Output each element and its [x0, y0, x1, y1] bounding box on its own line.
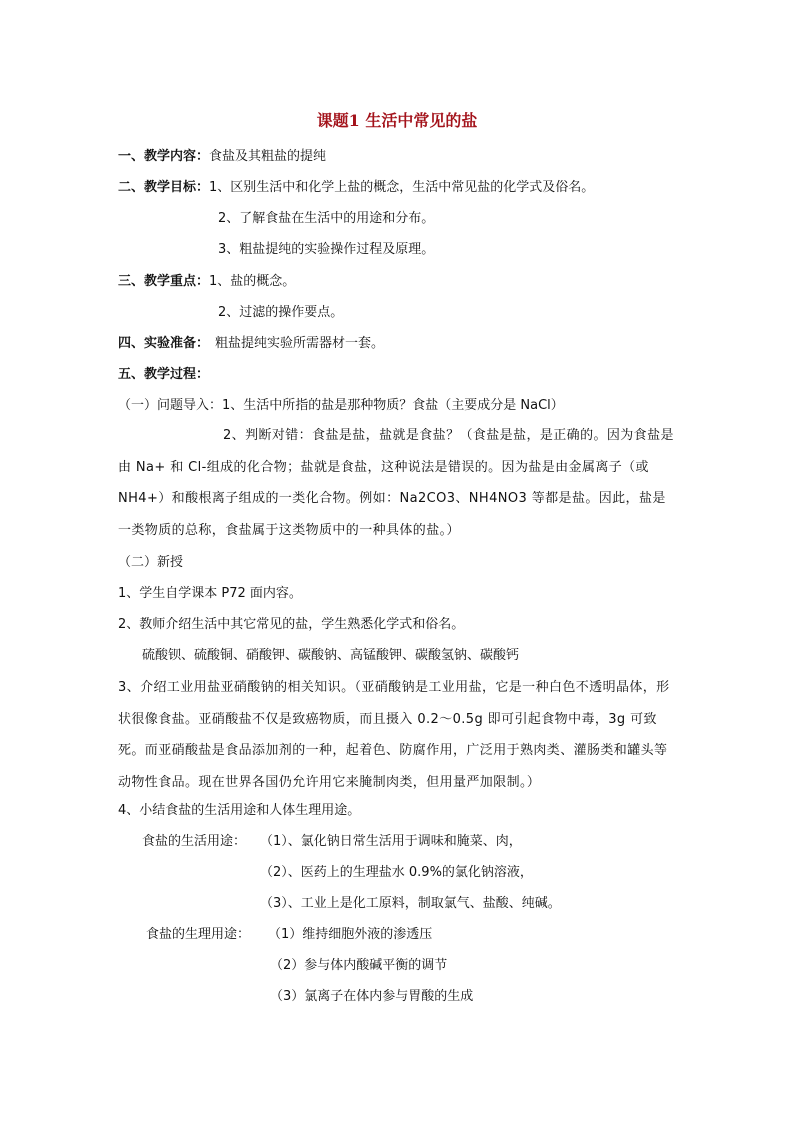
section-content: [118, 149, 326, 165]
section-heading: 四、实验准备：: [118, 336, 210, 351]
goal-item: 3、粗盐提纯的实验操作过程及原理。: [218, 242, 435, 257]
section-key-points: [118, 274, 295, 290]
section-text: 粗盐提纯实验所需器材一套。: [215, 336, 385, 351]
paragraph-intro: （一）问题导入：1、生活中所指的盐是那种物质？食盐（主要成分是 NaCl）: [118, 398, 564, 413]
goal-item: 1、区别生活中和化学上盐的概念，生活中常见盐的化学式及俗名。: [209, 180, 595, 195]
section-heading: 二、教学目标：: [118, 180, 210, 195]
section-text: 食盐及其粗盐的提纯: [209, 149, 327, 164]
key-point-item: 2、过滤的操作要点。: [218, 305, 344, 320]
life-use-label: 食盐的生活用途：: [142, 834, 247, 849]
key-point-item: 1、盐的概念。: [209, 274, 296, 289]
goal-item: 2、了解食盐在生活中的用途和分布。: [218, 211, 435, 226]
life-use-item: （3）、工业上是化工原料，制取氯气、盐酸、纯碱。: [260, 896, 561, 911]
bio-use-item: （3）氯离子在体内参与胃酸的生成: [270, 989, 474, 1004]
paragraph-subheading: （二）新授: [118, 555, 184, 570]
bio-use-item: （1）维持细胞外液的渗透压: [268, 927, 433, 942]
section-heading: 一、教学内容：: [118, 149, 210, 164]
bio-use-item: （2）参与体内酸碱平衡的调节: [270, 958, 448, 973]
section-heading: 五、教学过程：: [118, 367, 210, 382]
salt-list: 硫酸钡、硫酸铜、硝酸钾、碳酸钠、高锰酸钾、碳酸氢钠、碳酸钙: [142, 648, 520, 663]
life-use-item: （2）、医药上的生理盐水 0.9%的氯化钠溶液，: [260, 865, 533, 880]
bio-use-label: 食盐的生理用途：: [146, 927, 251, 942]
section-process: [118, 367, 209, 383]
paragraph-item: 1、学生自学课本 P72 面内容。: [118, 586, 302, 601]
paragraph-nitrite: 3、介绍工业用盐亚硝酸钠的相关知识。（亚硝酸钠是工业用盐，它是一种白色不透明晶体，形状很像食盐。亚硝酸盐不仅是致癌物质，而且摄入 0.2～0.5g 即可引起食物中毒，3g 可致死。而亚硝酸盐是食品添加剂的一种，起着色、防腐作用，广泛用于熟肉类、灌肠类和罐头等动物性食品。现在世界各国仍允许用它来腌制肉类，但用量严加限制。）: [118, 680, 670, 790]
section-heading: 三、教学重点：: [118, 274, 210, 289]
section-preparation: [118, 336, 384, 352]
life-use-item: （1）、氯化钠日常生活用于调味和腌菜、肉，: [260, 834, 522, 849]
section-goals: [118, 180, 594, 196]
paragraph-item: 4、小结食盐的生活用途和人体生理用途。: [118, 803, 361, 818]
page-title: 课题1 生活中常见的盐: [316, 111, 478, 130]
paragraph-item: 2、教师介绍生活中其它常见的盐，学生熟悉化学式和俗名。: [118, 617, 465, 632]
paragraph-judgement: 2、判断对错：食盐是盐，盐就是食盐？（食盐是盐，是正确的。因为食盐是由 Na+ 和 Cl-组成的化合物；盐就是食盐，这种说法是错误的。因为盐是由金属离子（或 NH4+）和酸根离子组成的一类化合物。例如：Na2CO3、NH4NO3 等都是盐。因此，盐是一类物质的总称，食盐属于这类物质中的一种具体的盐。）: [118, 428, 674, 538]
